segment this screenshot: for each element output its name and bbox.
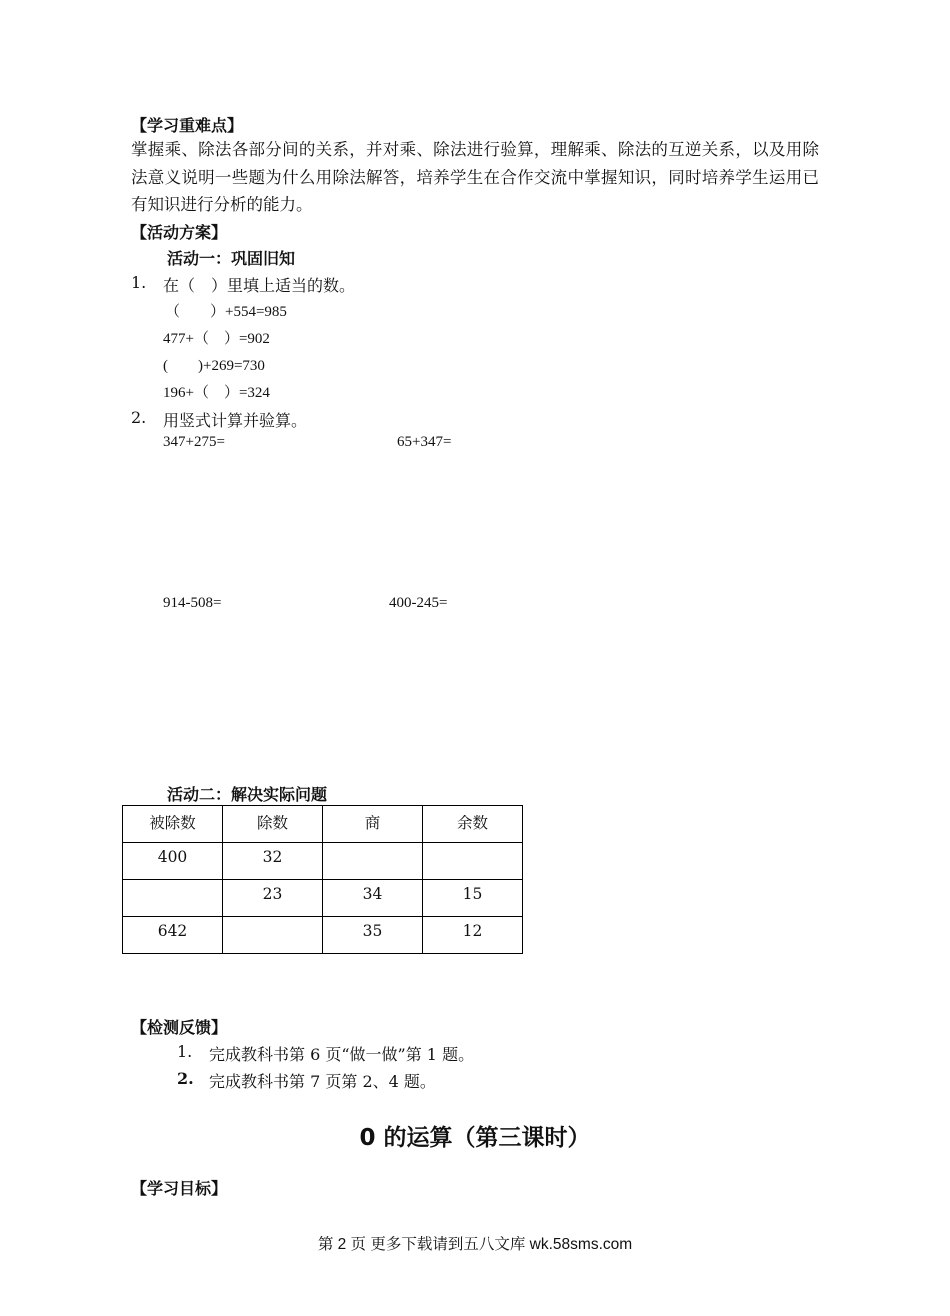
calc-item-1: 347+275= bbox=[163, 434, 225, 450]
table-header-cell: 余数 bbox=[423, 806, 523, 843]
feedback-2-number: 2. bbox=[177, 1069, 194, 1088]
key-points-paragraph: 掌握乘、除法各部分间的关系，并对乘、除法进行验算，理解乘、除法的互逆关系，以及用除法意义说明一些题为什么用除法解答，培养学生在合作交流中掌握知识，同时培养学生运用已有知识进行分析的能力。 bbox=[131, 140, 819, 214]
table-row bbox=[123, 843, 523, 880]
table-cell bbox=[223, 917, 323, 954]
question-1-number: 1. bbox=[131, 273, 147, 292]
table-cell: 35 bbox=[323, 917, 423, 954]
table-header-cell: 被除数 bbox=[123, 806, 223, 843]
table-row bbox=[123, 880, 523, 917]
table-cell: 23 bbox=[223, 880, 323, 917]
feedback-heading: 【检测反馈】 bbox=[131, 1018, 228, 1037]
table-header-cell: 商 bbox=[323, 806, 423, 843]
key-points-heading: 【学习重难点】 bbox=[131, 116, 244, 135]
feedback-1-number: 1. bbox=[177, 1042, 193, 1061]
table-cell bbox=[423, 843, 523, 880]
question-2-text: 用竖式计算并验算。 bbox=[163, 411, 308, 430]
fill-item-4: 196+（ ）=324 bbox=[163, 385, 270, 401]
plan-heading: 【活动方案】 bbox=[131, 223, 228, 242]
page-footer: 第 2 页 更多下载请到五八文库 wk.58sms.com bbox=[317, 1236, 633, 1253]
calc-item-3: 914-508= bbox=[163, 595, 222, 611]
table-header-row bbox=[123, 806, 523, 843]
table-cell: 12 bbox=[423, 917, 523, 954]
feedback-1-text: 完成教科书第 6 页“做一做”第 1 题。 bbox=[209, 1045, 475, 1064]
calc-item-4: 400-245= bbox=[389, 595, 448, 611]
fill-item-2: 477+（ ）=902 bbox=[163, 331, 270, 347]
lesson-title: 0 的运算（第三课时） bbox=[359, 1125, 591, 1151]
question-1-text: 在（ ）里填上适当的数。 bbox=[163, 276, 356, 295]
goals-heading: 【学习目标】 bbox=[131, 1179, 228, 1198]
question-2-number: 2. bbox=[131, 408, 147, 427]
table-cell: 400 bbox=[123, 843, 223, 880]
table-cell bbox=[323, 843, 423, 880]
table-row bbox=[123, 917, 523, 954]
table-cell: 642 bbox=[123, 917, 223, 954]
table-cell bbox=[123, 880, 223, 917]
table-header-cell: 除数 bbox=[223, 806, 323, 843]
activity2-heading: 活动二：解决实际问题 bbox=[167, 785, 328, 804]
activity1-heading: 活动一：巩固旧知 bbox=[167, 249, 296, 268]
calc-item-2: 65+347= bbox=[397, 434, 452, 450]
table-cell: 32 bbox=[223, 843, 323, 880]
feedback-2-text: 完成教科书第 7 页第 2、4 题。 bbox=[209, 1072, 436, 1091]
fill-item-3: ( )+269=730 bbox=[163, 358, 265, 374]
division-table bbox=[122, 805, 523, 954]
table-cell: 15 bbox=[423, 880, 523, 917]
fill-item-1: （ ）+554=985 bbox=[165, 304, 287, 320]
table-cell: 34 bbox=[323, 880, 423, 917]
